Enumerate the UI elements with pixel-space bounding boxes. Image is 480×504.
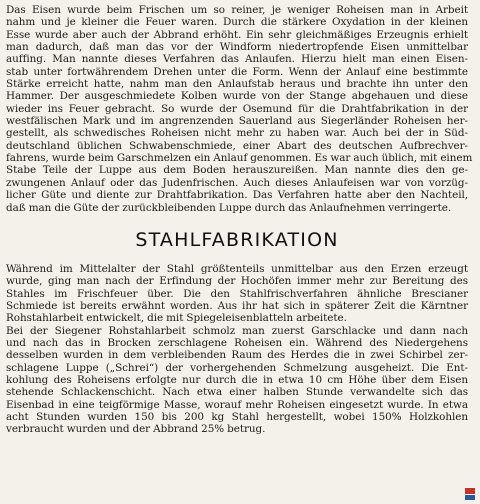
- text-line: verbraucht wurden und der Abbrand 25% betrug.: [6, 423, 266, 436]
- paragraph-stahlfabrikation: [6, 263, 468, 436]
- text-line: daß man die Güte der zurückbleibenden Luppe durch das Anlaufnehmen verringerte.: [6, 201, 452, 214]
- text-line: wieder ins Feuer gebracht. So wurde der Osemund für die Drahtfabrikation in der: [6, 102, 468, 115]
- mark-red-block: [465, 488, 475, 494]
- text-line: kohlung des Roheisens erfolgte nur durch die in etwa 10 cm Höhe über dem Eisen: [6, 373, 468, 386]
- text-line: Stahles im Frischfeuer über. Die den Stahlfrischverfahren ähnliche Brescianer: [6, 287, 468, 300]
- text-line: Rohstahlarbeit entwickelt, die mit Spiegeleisenblatteln arbeitete.: [6, 312, 347, 325]
- mark-blue-block: [465, 495, 475, 500]
- text-line: acht Stunden wurden 150 bis 200 kg Stahl hergestellt, wobei 150% Holzkohlen: [6, 410, 468, 423]
- text-line: Schmiede ist bereits erwähnt worden. Aus ihr hat sich in späterer Zeit die Kärntner: [6, 299, 468, 312]
- text-line: nahm und je kleiner die Feuer waren. Durch die stärkere Oxydation in der kleinen: [6, 16, 468, 29]
- document-page: [6, 4, 473, 436]
- text-line: man dadurch, daß man das vor der Windform niedertropfende Eisen unmittelbar: [6, 41, 468, 54]
- text-line: auffing. Man nannte dieses Verfahren das Anlaufen. Hierzu hielt man einen Eisen-: [6, 53, 468, 66]
- text-line: zwungenen Anlauf oder das Judenfrischen. Auch dieses Anlaufeisen war von vorzüg-: [6, 176, 468, 189]
- text-line: stehende Schlackenschicht. Nach etwa einer halben Stunde verwandelte sich das: [6, 386, 468, 399]
- publisher-mark-icon: [464, 487, 476, 501]
- paragraph-anlaufen: [6, 4, 473, 214]
- text-line: schlagene Luppe („Schrei“) der vorhergehenden Schmelzung ausgeheizt. Die Ent-: [6, 361, 468, 374]
- text-line: Eisenbad in eine teigförmige Masse, worauf mehr Roheisen eingesetzt wurde. In etwa: [6, 398, 468, 411]
- text-line: fahrens, wurde beim Garschmelzen ein Anlauf genommen. Es war auch üblich, mit einem: [6, 152, 473, 165]
- text-line: westfälischen Mark und im angrenzenden Sauerland aus Siegerländer Roheisen her-: [6, 115, 468, 128]
- text-line: gestellt, als schwedisches Roheisen nicht mehr zu haben war. Auch bei der in Süd-: [6, 127, 468, 140]
- text-line: Stärke erreicht hatte, nahm man den Anlaufstab heraus und brachte ihn unter den: [6, 78, 468, 91]
- section-heading: STAHLFABRIKATION: [135, 228, 339, 251]
- text-line: Das Eisen wurde beim Frischen um so reiner, je weniger Roheisen man in Arbeit: [6, 4, 468, 16]
- text-line: Stabe Teile der Luppe aus dem Boden herauszureißen. Man nannte dies den ge-: [6, 164, 468, 177]
- text-line: stab unter fortwährendem Drehen unter die Form. Wenn der Anlauf eine bestimmte: [6, 65, 468, 78]
- text-line: Bei der Siegener Rohstahlarbeit schmolz man zuerst Garschlacke und dann nach: [6, 324, 468, 337]
- text-line: wurde, ging man nach der Erfindung der Hochöfen immer mehr zur Bereitung des: [6, 275, 468, 288]
- text-line: deutschland üblichen Schwabenschmiede, einer Abart des deutschen Aufbrechver-: [6, 139, 468, 152]
- text-line: Während im Mittelalter der Stahl größtenteils unmittelbar aus den Erzen erzeugt: [6, 262, 468, 275]
- text-line: desselben wurden in dem verbleibenden Raum des Herdes die in zwei Schirbel zer-: [6, 349, 468, 362]
- text-line: licher Güte und diente zur Drahtfabrikation. Das Verfahren hatte aber den Nachteil,: [6, 189, 468, 202]
- text-line: Hammer. Der ausgeschmiedete Kolben wurde von der Stange abgehauen und diese: [6, 90, 468, 103]
- text-line: Esse wurde aber auch der Abbrand erhöht. Ein sehr gleichmäßiges Erzeugnis erhielt: [6, 28, 468, 41]
- text-line: und nach das in Brocken zerschlagene Roheisen ein. Während des Niedergehens: [6, 336, 468, 349]
